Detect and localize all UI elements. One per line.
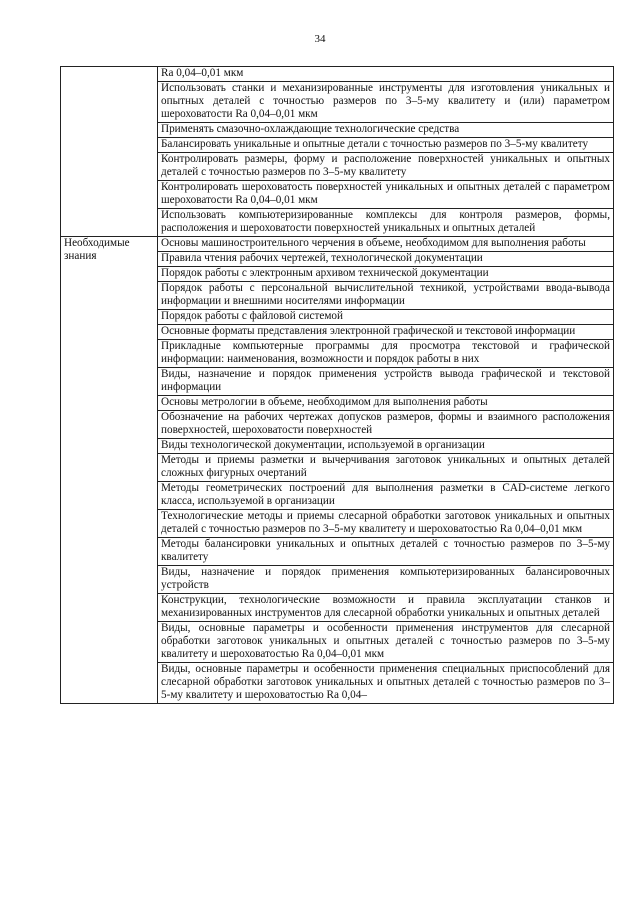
- knowledge-item: Основные форматы представления электронной графической и текстовой информации: [158, 325, 614, 340]
- table-row: [61, 67, 614, 82]
- skill-item: Контролировать размеры, форму и расположение поверхностей уникальных и опытных деталей с точностью размеров по 3–5-му квалитету: [158, 153, 614, 181]
- knowledge-item: Правила чтения рабочих чертежей, технологической документации: [158, 252, 614, 267]
- knowledge-item: Порядок работы с персональной вычислительной техникой, устройствами ввода-вывода информации и внешними носителями информации: [158, 282, 614, 310]
- knowledge-item: Методы геометрических построений для выполнения разметки в CAD-системе легкого класса, используемой в организации: [158, 482, 614, 510]
- knowledge-item: Обозначение на рабочих чертежах допусков размеров, формы и взаимного расположения поверхностей, шероховатости поверхностей: [158, 411, 614, 439]
- knowledge-item: Методы и приемы разметки и вычерчивания заготовок уникальных и опытных деталей сложных фигурных очертаний: [158, 454, 614, 482]
- knowledge-item: Виды, основные параметры и особенности применения инструментов для слесарной обработки заготовок уникальных и опытных деталей с точностью размеров по 3–5-му квалитету и шероховатостью Ra 0,04–0,01 мкм: [158, 622, 614, 663]
- knowledge-item: Порядок работы с файловой системой: [158, 310, 614, 325]
- knowledge-item: Виды, назначение и порядок применения компьютеризированных балансировочных устройств: [158, 566, 614, 594]
- section-label-cell-empty: [61, 67, 158, 237]
- knowledge-item: Виды технологической документации, используемой в организации: [158, 439, 614, 454]
- skill-item: Использовать компьютеризированные комплексы для контроля размеров, формы, расположения и шероховатости поверхностей уникальных и опытных деталей: [158, 209, 614, 237]
- section-label: Необходимые знания: [61, 237, 158, 704]
- knowledge-item: Конструкции, технологические возможности и правила эксплуатации станков и механизированных инструментов для слесарной обработки уникальных и опытных деталей: [158, 594, 614, 622]
- knowledge-item: Технологические методы и приемы слесарной обработки заготовок уникальных и опытных деталей с точностью размеров по 3–5-му квалитету и шероховатостью Ra 0,04–0,01 мкм: [158, 510, 614, 538]
- knowledge-item: Основы машиностроительного черчения в объеме, необходимом для выполнения работы: [158, 237, 614, 252]
- knowledge-item: Порядок работы с электронным архивом технической документации: [158, 267, 614, 282]
- knowledge-item: Виды, основные параметры и особенности применения специальных приспособлений для слесарной обработки заготовок уникальных и опытных деталей с точностью размеров по 3–5-му квалитету и шероховатостью Ra 0,04–: [158, 663, 614, 704]
- knowledge-item: Прикладные компьютерные программы для просмотра текстовой и графической информации: наименования, возможности и порядок работы в них: [158, 340, 614, 368]
- skill-item: Балансировать уникальные и опытные детали с точностью размеров по 3–5-му квалитету: [158, 138, 614, 153]
- skill-item: Использовать станки и механизированные инструменты для изготовления уникальных и опытных деталей с точностью размеров по 3–5-му квалитету и (или) параметром шероховатости Ra 0,04–0,01 мкм: [158, 82, 614, 123]
- page-number: 34: [314, 33, 326, 45]
- skill-item: Контролировать шероховатость поверхностей уникальных и опытных деталей с параметром шероховатости Ra 0,04–0,01 мкм: [158, 181, 614, 209]
- knowledge-item: Виды, назначение и порядок применения устройств вывода графической и текстовой информации: [158, 368, 614, 396]
- skill-item: Применять смазочно-охлаждающие технологические средства: [158, 123, 614, 138]
- skill-item: Ra 0,04–0,01 мкм: [158, 67, 614, 82]
- table-row: [61, 237, 614, 252]
- knowledge-item: Основы метрологии в объеме, необходимом для выполнения работы: [158, 396, 614, 411]
- knowledge-item: Методы балансировки уникальных и опытных деталей с точностью размеров по 3–5-му квалитету: [158, 538, 614, 566]
- requirements-table: [60, 66, 614, 704]
